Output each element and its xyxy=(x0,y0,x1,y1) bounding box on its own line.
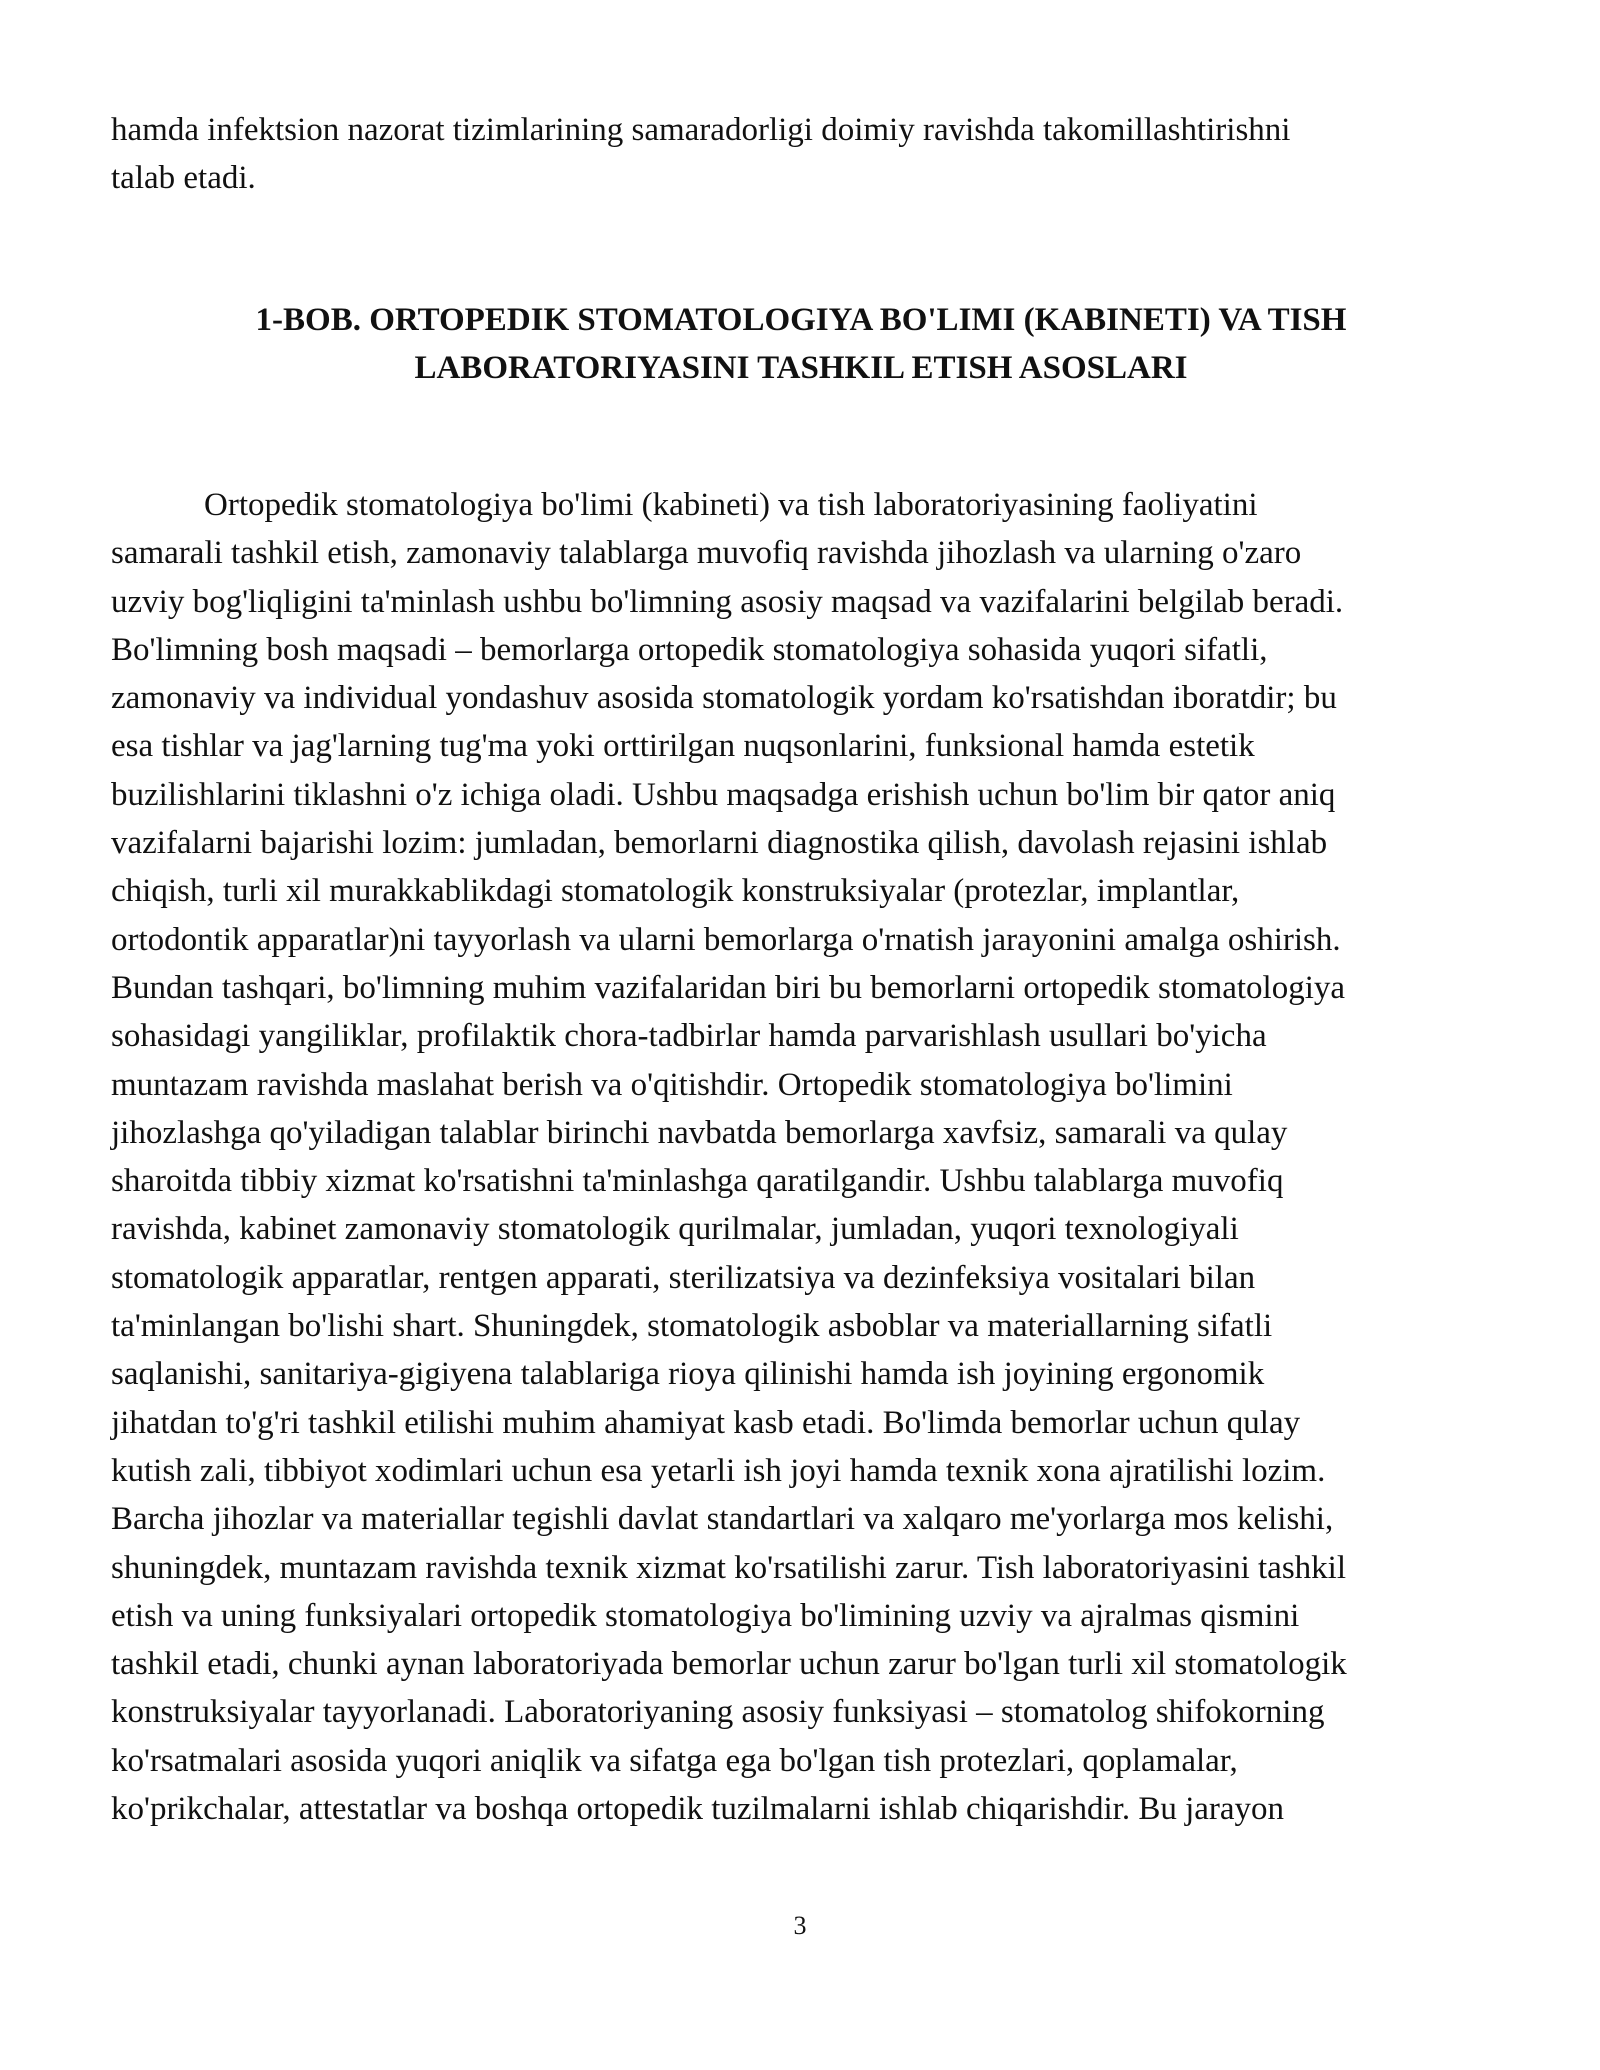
continuation-paragraph xyxy=(111,106,1491,202)
paragraph-line: Bundan tashqari, bo'limning muhim vazifalaridan biri bu bemorlarni ortopedik stomatologiya xyxy=(111,969,1346,1006)
chapter-heading-line: LABORATORIYASINI TASHKIL ETISH ASOSLARI xyxy=(414,350,1188,386)
paragraph-line: talab etadi. xyxy=(111,160,256,196)
paragraph-line: ortodontik apparatlar)ni tayyorlash va ularni bemorlarga o'rnatish jarayonini amalga oshirish. xyxy=(111,921,1341,958)
paragraph-line: muntazam ravishda maslahat berish va o'qitishdir. Ortopedik stomatologiya bo'limini xyxy=(111,1066,1233,1103)
paragraph-line: buzilishlarini tiklashni o'z ichiga oladi. Ushbu maqsadga erishish uchun bo'lim bir qator aniq xyxy=(111,776,1336,813)
chapter-heading xyxy=(111,296,1491,392)
paragraph-line: tashkil etadi, chunki aynan laboratoriyada bemorlar uchun zarur bo'lgan turli xil stomatologik xyxy=(111,1646,1347,1683)
paragraph-line: samarali tashkil etish, zamonaviy talablarga muvofiq ravishda jihozlash va ularning o'zaro xyxy=(111,535,1302,572)
paragraph-line: jihozlashga qo'yiladigan talablar birinchi navbatda bemorlarga xavfsiz, samarali va qulay xyxy=(111,1114,1288,1151)
paragraph-line: chiqish, turli xil murakkablikdagi stomatologik konstruksiyalar (protezlar, implantlar, xyxy=(111,873,1240,910)
body-paragraph xyxy=(111,481,1491,1833)
paragraph-line: Ortopedik stomatologiya bo'limi (kabineti) va tish laboratoriyasining faoliyatini xyxy=(204,487,1258,523)
paragraph-line: sohasidagi yangiliklar, profilaktik chora-tadbirlar hamda parvarishlash usullari bo'yicha xyxy=(111,1018,1267,1055)
paragraph-line: sharoitda tibbiy xizmat ko'rsatishni ta'minlashga qaratilgandir. Ushbu talablarga muvofiq xyxy=(111,1163,1284,1200)
paragraph-line: konstruksiyalar tayyorlanadi. Laboratoriyaning asosiy funksiyasi – stomatolog shifokorning xyxy=(111,1694,1325,1731)
paragraph-line: ravishda, kabinet zamonaviy stomatologik qurilmalar, jumladan, yuqori texnologiyali xyxy=(111,1211,1239,1248)
paragraph-line: etish va uning funksiyalari ortopedik stomatologiya bo'limining uzviy va ajralmas qismini xyxy=(111,1597,1300,1634)
paragraph-line: ko'rsatmalari asosida yuqori aniqlik va sifatga ega bo'lgan tish protezlari, qoplamalar, xyxy=(111,1742,1238,1779)
paragraph-line: ta'minlangan bo'lishi shart. Shuningdek, stomatologik asboblar va materiallarning sifatli xyxy=(111,1308,1273,1345)
paragraph-line: stomatologik apparatlar, rentgen apparati, sterilizatsiya va dezinfeksiya vositalari bilan xyxy=(111,1259,1256,1296)
paragraph-line: vazifalarni bajarishi lozim: jumladan, bemorlarni diagnostika qilish, davolash rejasini ishlab xyxy=(111,825,1328,862)
paragraph-line: kutish zali, tibbiyot xodimlari uchun esa yetarli ish joyi hamda texnik xona ajratilishi lozim. xyxy=(111,1452,1326,1489)
paragraph-line: Barcha jihozlar va materiallar tegishli davlat standartlari va xalqaro me'yorlarga mos kelishi, xyxy=(111,1501,1334,1538)
chapter-heading-line: 1-BOB. ORTOPEDIK STOMATOLOGIYA BO'LIMI (KABINETI) VA TISH xyxy=(255,302,1347,338)
page-number: 3 xyxy=(793,1911,807,1940)
paragraph-line: hamda infektsion nazorat tizimlarining samaradorligi doimiy ravishda takomillashtirishni xyxy=(111,112,1291,148)
paragraph-line: uzviy bog'liqligini ta'minlash ushbu bo'limning asosiy maqsad va vazifalarini belgilab beradi. xyxy=(111,583,1344,620)
paragraph-line: esa tishlar va jag'larning tug'ma yoki orttirilgan nuqsonlarini, funksional hamda estetik xyxy=(111,728,1255,765)
paragraph-line: ko'prikchalar, attestatlar va boshqa ortopedik tuzilmalarni ishlab chiqarishdir. Bu jarayon xyxy=(111,1791,1285,1828)
paragraph-line: jihatdan to'g'ri tashkil etilishi muhim ahamiyat kasb etadi. Bo'limda bemorlar uchun qulay xyxy=(111,1404,1301,1441)
paragraph-line: saqlanishi, sanitariya-gigiyena talablariga rioya qilinishi hamda ish joyining ergonomik xyxy=(111,1356,1265,1393)
paragraph-line: zamonaviy va individual yondashuv asosida stomatologik yordam ko'rsatishdan iboratdir; bu xyxy=(111,680,1337,717)
paragraph-line: shuningdek, muntazam ravishda texnik xizmat ko'rsatilishi zarur. Tish laboratoriyasini tashkil xyxy=(111,1549,1347,1586)
paragraph-line: Bo'limning bosh maqsadi – bemorlarga ortopedik stomatologiya sohasida yuqori sifatli, xyxy=(111,631,1268,668)
